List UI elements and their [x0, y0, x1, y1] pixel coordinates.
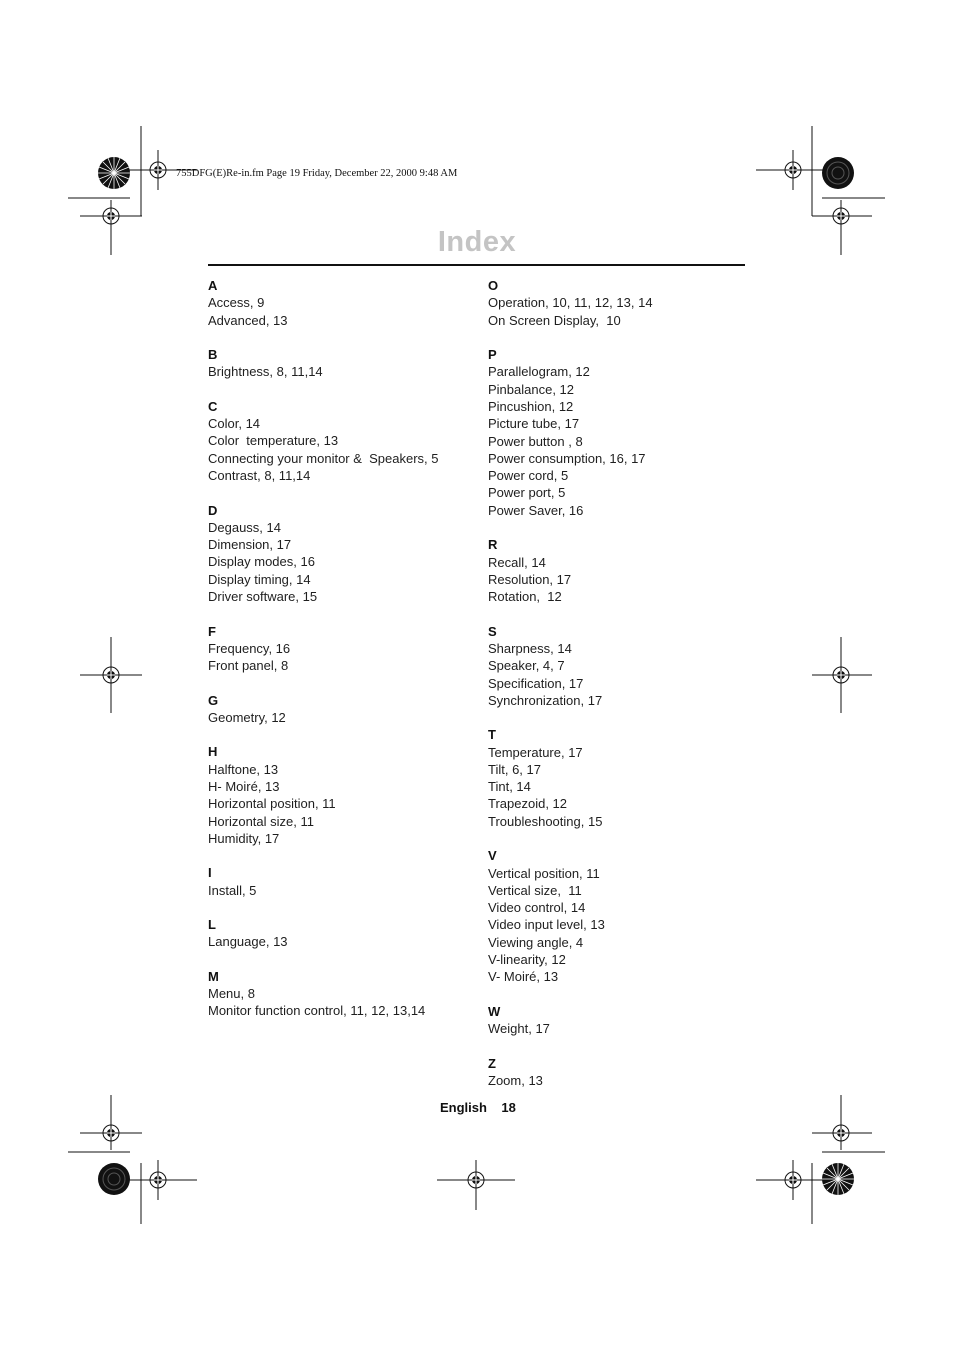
index-entry: Specification, 17 [488, 675, 584, 691]
index-entry: Power button , 8 [488, 433, 583, 449]
index-entry: Display modes, 16 [208, 554, 315, 570]
file-info-header: 755DFG(E)Re-in.fm Page 19 Friday, December 22, 2000 9:48 AM [176, 168, 458, 179]
index-letter: F [208, 623, 216, 639]
index-entry: Menu, 8 [208, 986, 255, 1002]
index-entry: Synchronization, 17 [488, 692, 603, 708]
index-entry: Parallelogram, 12 [488, 364, 590, 380]
index-group-b [208, 346, 478, 381]
index-entry: Power port, 5 [488, 485, 566, 501]
index-group-r [488, 536, 758, 605]
footer-language: English [440, 1100, 487, 1115]
index-entry: Access, 9 [208, 295, 265, 311]
index-entry: Resolution, 17 [488, 571, 572, 587]
index-entry: Language, 13 [208, 934, 288, 950]
index-entry: Degauss, 14 [208, 519, 281, 535]
index-group-s [488, 623, 758, 709]
index-entry: Color temperature, 13 [208, 433, 339, 449]
index-group-a [208, 277, 478, 329]
index-entry: Speaker, 4, 7 [488, 658, 565, 674]
index-entry: Power cord, 5 [488, 468, 569, 484]
index-group-c [208, 398, 478, 484]
index-entry: Dimension, 17 [208, 537, 292, 553]
index-entry: Tilt, 6, 17 [488, 761, 541, 777]
index-letter: D [208, 502, 218, 518]
index-letter: L [208, 917, 216, 933]
index-letter: G [208, 692, 219, 708]
index-entry: Rotation, 12 [488, 589, 562, 605]
index-entry: Viewing angle, 4 [488, 934, 584, 950]
index-group-m [208, 968, 478, 1020]
index-entry: Picture tube, 17 [488, 416, 580, 432]
index-entry: Geometry, 12 [208, 709, 286, 725]
index-entry: H- Moiré, 13 [208, 778, 280, 794]
index-entry: Video control, 14 [488, 900, 586, 916]
index-entry: Troubleshooting, 15 [488, 813, 603, 829]
index-entry: On Screen Display, 10 [488, 312, 621, 328]
index-entry: V- Moiré, 13 [488, 969, 559, 985]
index-letter: Z [488, 1055, 496, 1071]
index-entry: Recall, 14 [488, 554, 546, 570]
index-group-i [208, 864, 478, 899]
index-entry: Sharpness, 14 [488, 640, 572, 656]
index-letter: I [208, 865, 212, 881]
index-letter: P [488, 347, 497, 363]
index-entry: Display timing, 14 [208, 571, 311, 587]
page-title: Index [437, 226, 517, 258]
index-entry: Pincushion, 12 [488, 398, 574, 414]
index-group-z [488, 1055, 758, 1090]
index-entry: Weight, 17 [488, 1021, 550, 1037]
index-entry: Tint, 14 [488, 779, 531, 795]
index-group-h [208, 743, 478, 847]
index-entry: Video input level, 13 [488, 917, 605, 933]
index-group-f [208, 623, 478, 675]
index-letter: H [208, 744, 218, 760]
index-entry: Horizontal position, 11 [208, 796, 336, 812]
index-entry: Power Saver, 16 [488, 502, 584, 518]
index-entry: Color, 14 [208, 416, 261, 432]
index-group-g [208, 692, 478, 727]
title-divider [208, 264, 745, 266]
page-footer [440, 1100, 516, 1115]
index-group-o [488, 277, 758, 329]
index-letter: S [488, 623, 497, 639]
index-entry: Pinbalance, 12 [488, 381, 575, 397]
index-letter: W [488, 1003, 501, 1019]
index-entry: Humidity, 17 [208, 830, 280, 846]
index-entry: V-linearity, 12 [488, 952, 566, 968]
index-group-l [208, 916, 478, 951]
index-entry: Vertical size, 11 [488, 882, 582, 898]
index-column-left [208, 277, 478, 1037]
index-entry: Front panel, 8 [208, 658, 289, 674]
index-letter: V [488, 848, 497, 864]
index-entry: Monitor function control, 11, 12, 13,14 [208, 1003, 426, 1019]
index-entry: Temperature, 17 [488, 744, 583, 760]
index-entry: Driver software, 15 [208, 589, 318, 605]
index-entry: Vertical position, 11 [488, 865, 600, 881]
index-entry: Trapezoid, 12 [488, 796, 568, 812]
index-letter: A [208, 278, 218, 293]
index-letter: M [208, 968, 219, 984]
index-entry: Advanced, 13 [208, 312, 288, 328]
index-entry: Frequency, 16 [208, 640, 291, 656]
index-entry: Halftone, 13 [208, 761, 279, 777]
index-entry: Operation, 10, 11, 12, 13, 14 [488, 295, 653, 311]
index-column-right [488, 277, 758, 1106]
index-group-p [488, 346, 758, 519]
index-group-v [488, 847, 758, 985]
index-entry: Zoom, 13 [488, 1072, 543, 1088]
index-entry: Contrast, 8, 11,14 [208, 468, 311, 484]
index-entry: Brightness, 8, 11,14 [208, 364, 323, 380]
index-entry: Horizontal size, 11 [208, 813, 314, 829]
index-letter: T [488, 727, 496, 743]
index-group-t [488, 726, 758, 830]
index-group-w [488, 1003, 758, 1038]
index-entry: Install, 5 [208, 882, 257, 898]
index-entry: Power consumption, 16, 17 [488, 450, 646, 466]
index-letter: C [208, 398, 218, 414]
page-number: 18 [501, 1100, 516, 1115]
index-letter: O [488, 278, 499, 293]
index-letter: B [208, 347, 218, 363]
index-entry: Connecting your monitor & Speakers, 5 [208, 450, 439, 466]
index-letter: R [488, 537, 498, 553]
index-group-d [208, 502, 478, 606]
